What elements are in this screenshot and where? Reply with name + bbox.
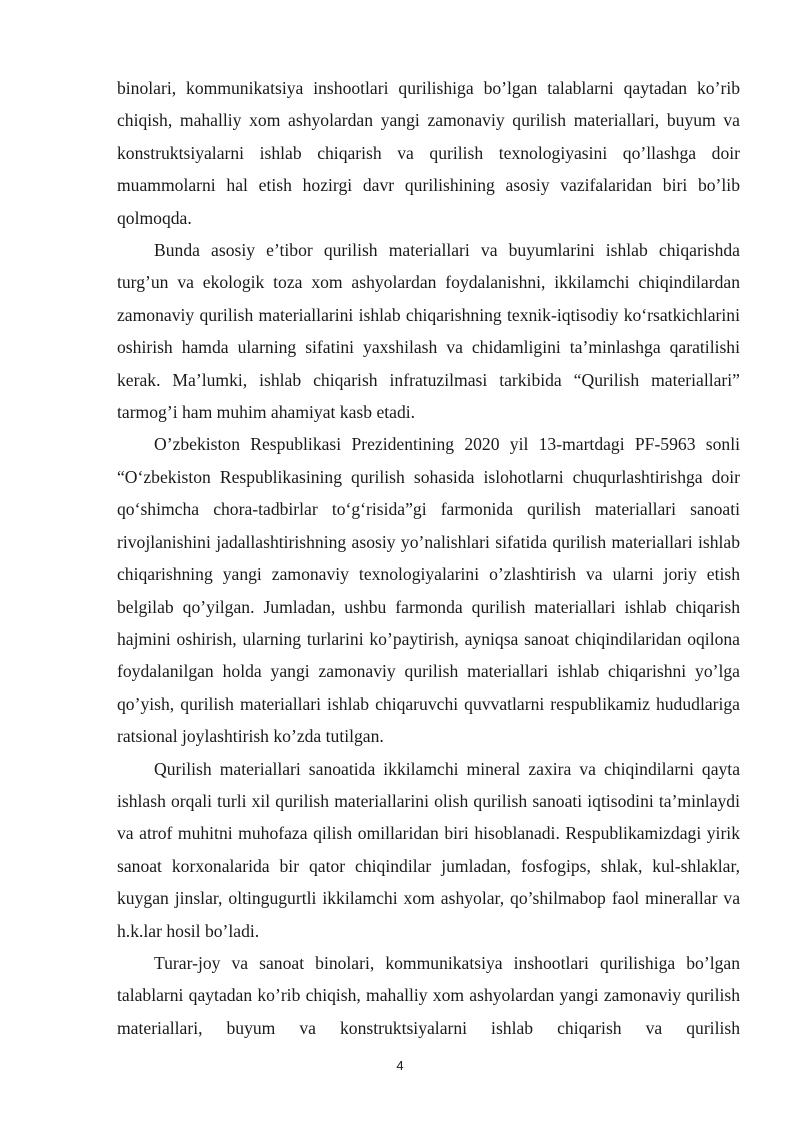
body-text	[117, 72, 740, 1044]
paragraph-1: binolari, kommunikatsiya inshootlari qurilishiga bo’lgan talablarni qaytadan ko’rib chiqish, mahalliy xom ashyolardan yangi zamonaviy qurilish materiallari, buyum va konstruktsiyalarni ishlab chiqarish va qurilish texnologiyasini qo’llashga doir muammolarni hal etish hozirgi davr qurilishining asosiy vazifalaridan biri bo’lib qolmoqda.	[117, 78, 740, 228]
paragraph-5: Turar-joy va sanoat binolari, kommunikatsiya inshootlari qurilishiga bo’lgan talablarni qaytadan ko’rib chiqish, mahalliy xom ashyolardan yangi zamonaviy qurilish materiallari, buyum va konstruktsiyalarni ishlab chiqarish va qurilish	[117, 952, 740, 1038]
paragraph-3: O’zbekiston Respublikasi Prezidentining 2020 yil 13-martdagi PF-5963 sonli “O‘zbekiston Respublikasining qurilish sohasida islohotlarni chuqurlashtirishga doir qo‘shimcha chora-tadbirlar to‘g‘risida”gi farmonida qurilish materiallari sanoati rivojlanishini jadallashtirishning asosiy yo’nalishlari sifatida qurilish materiallari ishlab chiqarishning yangi zamonaviy texnologiyalarini o’zlashtirish va ularni joriy etish belgilab qo’yilgan. Jumladan, ushbu farmonda qurilish materiallari ishlab chiqarish hajmini oshirish, ularning turlarini ko’paytirish, ayniqsa sanoat chiqindilaridan oqilona foydalanilgan holda yangi zamonaviy qurilish materiallari ishlab chiqarishni yo’lga qo’yish, qurilish materiallari ishlab chiqaruvchi quvvatlarni respublikamiz hududlariga ratsional joylashtirish ko’zda tutilgan.	[117, 434, 740, 747]
paragraph-4: Qurilish materiallari sanoatida ikkilamchi mineral zaxira va chiqindilarni qayta ishlash orqali turli xil qurilish materiallarini olish qurilish sanoati iqtisodini ta’minlaydi va atrof muhitni muhofaza qilish omillaridan biri hisoblanadi. Respublikamizdagi yirik sanoat korxonalarida bir qator chiqindilar jumladan, fosfogips, shlak, kul-shlaklar, kuygan jinslar, oltingugurtli ikkilamchi xom ashyolar, qo’shilmabop faol minerallar va h.k.lar hosil bo’ladi.	[117, 758, 740, 941]
page-number: 4	[396, 1058, 404, 1073]
paragraph-2: Bunda asosiy e’tibor qurilish materiallari va buyumlarini ishlab chiqarishda turg’un va ekologik toza xom ashyolardan foydalanishni, ikkilamchi chiqindilardan zamonaviy qurilish materiallarini ishlab chiqarishning texnik-iqtisodiy ko‘rsatkichlarini oshirish hamda ularning sifatini yaxshilash va chidamligini ta’minlashga qaratilishi kerak. Ma’lumki, ishlab chiqarish infratuzilmasi tarkibida “Qurilish materiallari” tarmog’i ham muhim ahamiyat kasb etadi.	[117, 240, 740, 423]
